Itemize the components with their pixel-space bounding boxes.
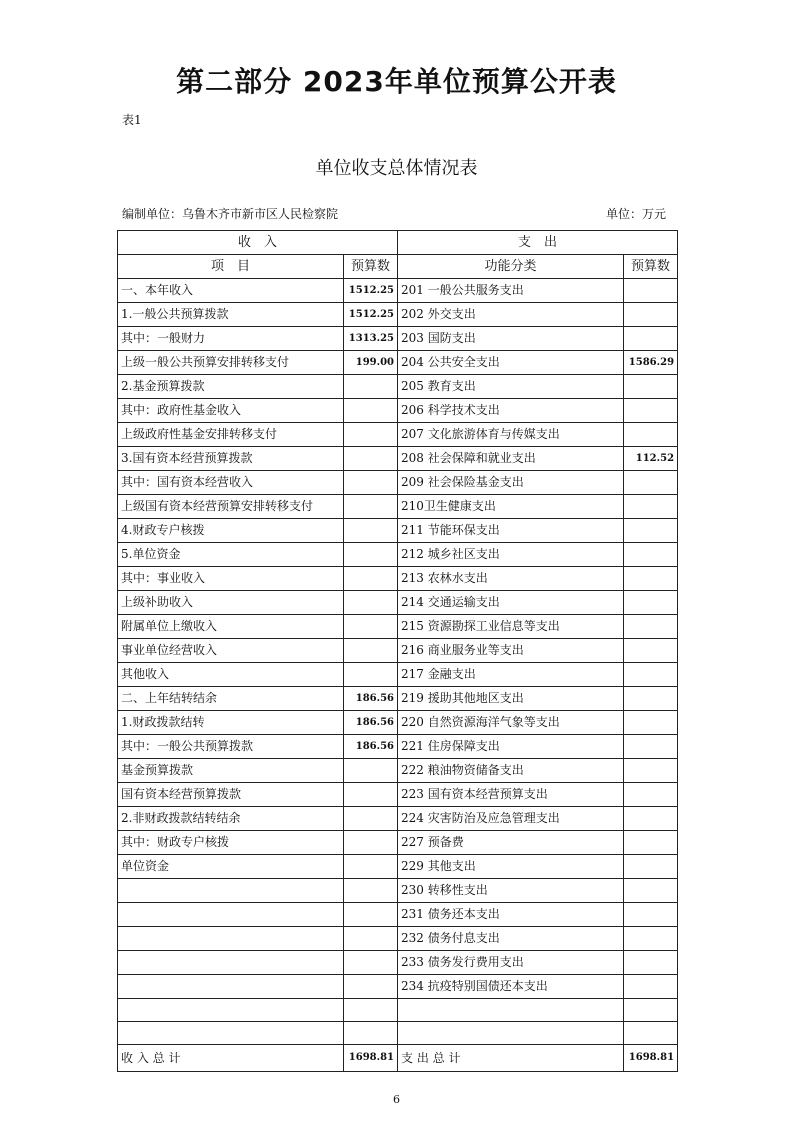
expense-value-cell [624,951,678,975]
expense-item-cell: 215 资源勘探工业信息等支出 [398,615,624,639]
table-row [118,351,678,375]
income-value-cell [344,399,398,423]
table-title: 单位收支总体情况表 [315,158,478,179]
table-row [118,879,678,903]
expense-item-cell: 214 交通运输支出 [398,591,624,615]
income-item-cell: 二、上年结转结余 [118,687,344,711]
expense-value-cell [624,711,678,735]
total-row [118,1045,678,1072]
expense-item-cell: 231 债务还本支出 [398,903,624,927]
expense-item-cell: 209 社会保险基金支出 [398,471,624,495]
income-value-cell [344,759,398,783]
col-header-item: 项 目 [118,255,344,279]
expense-item-cell: 233 债务发行费用支出 [398,951,624,975]
income-item-cell [118,975,344,999]
income-value-cell [344,375,398,399]
income-total-value: 1698.81 [344,1045,398,1072]
expense-total-value: 1698.81 [624,1045,678,1072]
table-row [118,711,678,735]
table-section-header-row [118,231,678,255]
income-item-cell: 1.财政拨款结转 [118,711,344,735]
table-number: 表1 [122,113,142,127]
expense-value-cell [624,279,678,303]
income-item-cell: 国有资本经营预算拨款 [118,783,344,807]
income-value-cell [344,543,398,567]
table-row [118,399,678,423]
income-item-cell: 其中：事业收入 [118,567,344,591]
income-value-cell [344,591,398,615]
income-item-cell: 5.单位资金 [118,543,344,567]
expense-value-cell [624,567,678,591]
expense-item-cell: 213 农林水支出 [398,567,624,591]
expense-item-cell: 229 其他支出 [398,855,624,879]
table-row [118,375,678,399]
expense-value-cell [624,615,678,639]
income-item-cell: 2.基金预算拨款 [118,375,344,399]
income-value-cell [344,879,398,903]
expense-value-cell [624,543,678,567]
expense-item-cell: 221 住房保障支出 [398,735,624,759]
income-section-header: 收 入 [118,231,398,255]
income-item-cell: 2.非财政拨款结转结余 [118,807,344,831]
expense-value-cell [624,879,678,903]
income-value-cell: 1512.25 [344,303,398,327]
income-item-cell [118,999,344,1022]
table-row [118,327,678,351]
expense-item-cell: 224 灾害防治及应急管理支出 [398,807,624,831]
table-row [118,543,678,567]
expense-value-cell [624,807,678,831]
income-item-cell: 其中：政府性基金收入 [118,399,344,423]
income-item-cell: 附属单位上缴收入 [118,615,344,639]
income-value-cell [344,1022,398,1045]
expense-item-cell: 207 文化旅游体育与传媒支出 [398,423,624,447]
income-item-cell: 4.财政专户核拨 [118,519,344,543]
income-total-label: 收 入 总 计 [118,1045,344,1072]
income-item-cell: 其中：国有资本经营收入 [118,471,344,495]
expense-value-cell [624,471,678,495]
table-row [118,903,678,927]
income-value-cell [344,783,398,807]
income-value-cell: 199.00 [344,351,398,375]
expense-item-cell: 227 预备费 [398,831,624,855]
expense-value-cell: 1586.29 [624,351,678,375]
table-row [118,687,678,711]
expense-value-cell [624,303,678,327]
expense-value-cell [624,639,678,663]
income-item-cell: 3.国有资本经营预算拨款 [118,447,344,471]
expense-item-cell: 217 金融支出 [398,663,624,687]
table-row [118,639,678,663]
table-row [118,951,678,975]
income-value-cell: 1313.25 [344,327,398,351]
expense-value-cell [624,903,678,927]
expense-item-cell: 205 教育支出 [398,375,624,399]
table-row [118,735,678,759]
expense-item-cell [398,999,624,1022]
table-row [118,471,678,495]
expense-item-cell: 203 国防支出 [398,327,624,351]
expense-value-cell [624,663,678,687]
expense-item-cell: 208 社会保障和就业支出 [398,447,624,471]
income-value-cell [344,495,398,519]
expense-value-cell [624,999,678,1022]
income-item-cell: 上级一般公共预算安排转移支付 [118,351,344,375]
income-item-cell: 基金预算拨款 [118,759,344,783]
table-row [118,663,678,687]
table-row [118,279,678,303]
income-item-cell [118,927,344,951]
income-item-cell [118,1022,344,1045]
expense-value-cell [624,399,678,423]
expense-item-cell: 230 转移性支出 [398,879,624,903]
income-value-cell [344,615,398,639]
expense-item-cell: 202 外交支出 [398,303,624,327]
income-item-cell [118,951,344,975]
expense-item-cell: 204 公共安全支出 [398,351,624,375]
income-value-cell [344,519,398,543]
expense-value-cell [624,327,678,351]
income-value-cell [344,663,398,687]
expense-value-cell [624,495,678,519]
expense-item-cell: 201 一般公共服务支出 [398,279,624,303]
income-value-cell [344,927,398,951]
expense-item-cell: 211 节能环保支出 [398,519,624,543]
expense-value-cell [624,831,678,855]
income-value-cell [344,423,398,447]
expense-total-label: 支 出 总 计 [398,1045,624,1072]
table-row [118,831,678,855]
income-item-cell: 其他收入 [118,663,344,687]
table-row [118,927,678,951]
expense-value-cell [624,783,678,807]
table-row [118,591,678,615]
expense-item-cell [398,1022,624,1045]
income-value-cell: 186.56 [344,735,398,759]
income-item-cell: 其中：一般公共预算拨款 [118,735,344,759]
expense-value-cell: 112.52 [624,447,678,471]
table-row [118,495,678,519]
expense-item-cell: 210卫生健康支出 [398,495,624,519]
income-item-cell: 事业单位经营收入 [118,639,344,663]
expense-value-cell [624,927,678,951]
income-item-cell: 其中：财政专户核拨 [118,831,344,855]
table-row [118,759,678,783]
income-value-cell [344,951,398,975]
expense-value-cell [624,375,678,399]
expense-item-cell: 222 粮油物资储备支出 [398,759,624,783]
expense-item-cell: 220 自然资源海洋气象等支出 [398,711,624,735]
income-value-cell [344,567,398,591]
expense-item-cell: 219 援助其他地区支出 [398,687,624,711]
income-value-cell [344,855,398,879]
income-value-cell: 186.56 [344,711,398,735]
table-row [118,423,678,447]
col-header-function: 功能分类 [398,255,624,279]
compiling-unit: 编制单位：乌鲁木齐市新市区人民检察院 [122,207,339,221]
expense-item-cell: 234 抗疫特别国债还本支出 [398,975,624,999]
income-item-cell: 一、本年收入 [118,279,344,303]
page-title: 第二部分 2023年单位预算公开表 [176,65,617,98]
table-row [118,1022,678,1045]
table-row [118,783,678,807]
table-row [118,447,678,471]
unit-measure: 单位：万元 [606,207,667,221]
income-item-cell: 其中：一般财力 [118,327,344,351]
income-value-cell: 1512.25 [344,279,398,303]
col-header-budget2: 预算数 [624,255,678,279]
table-row [118,975,678,999]
income-item-cell [118,879,344,903]
income-item-cell: 上级补助收入 [118,591,344,615]
income-value-cell [344,831,398,855]
col-header-budget: 预算数 [344,255,398,279]
table-row [118,999,678,1022]
expense-value-cell [624,855,678,879]
income-item-cell: 上级政府性基金安排转移支付 [118,423,344,447]
income-item-cell [118,903,344,927]
income-value-cell [344,807,398,831]
table-row [118,303,678,327]
expense-item-cell: 206 科学技术支出 [398,399,624,423]
budget-table [117,230,678,1072]
expense-section-header: 支 出 [398,231,678,255]
income-value-cell [344,999,398,1022]
income-value-cell [344,471,398,495]
expense-value-cell [624,519,678,543]
income-value-cell: 186.56 [344,687,398,711]
income-value-cell [344,975,398,999]
income-item-cell: 1.一般公共预算拨款 [118,303,344,327]
table-row [118,519,678,543]
table-column-header-row [118,255,678,279]
expense-item-cell: 212 城乡社区支出 [398,543,624,567]
income-item-cell: 上级国有资本经营预算安排转移支付 [118,495,344,519]
income-value-cell [344,639,398,663]
expense-item-cell: 232 债务付息支出 [398,927,624,951]
income-item-cell: 单位资金 [118,855,344,879]
expense-item-cell: 216 商业服务业等支出 [398,639,624,663]
table-row [118,615,678,639]
expense-value-cell [624,759,678,783]
table-row [118,855,678,879]
income-value-cell [344,903,398,927]
expense-value-cell [624,975,678,999]
expense-value-cell [624,735,678,759]
table-row [118,567,678,591]
expense-value-cell [624,591,678,615]
income-value-cell [344,447,398,471]
page-number: 6 [393,1093,400,1106]
table-row [118,807,678,831]
expense-value-cell [624,1022,678,1045]
expense-item-cell: 223 国有资本经营预算支出 [398,783,624,807]
expense-value-cell [624,423,678,447]
expense-value-cell [624,687,678,711]
